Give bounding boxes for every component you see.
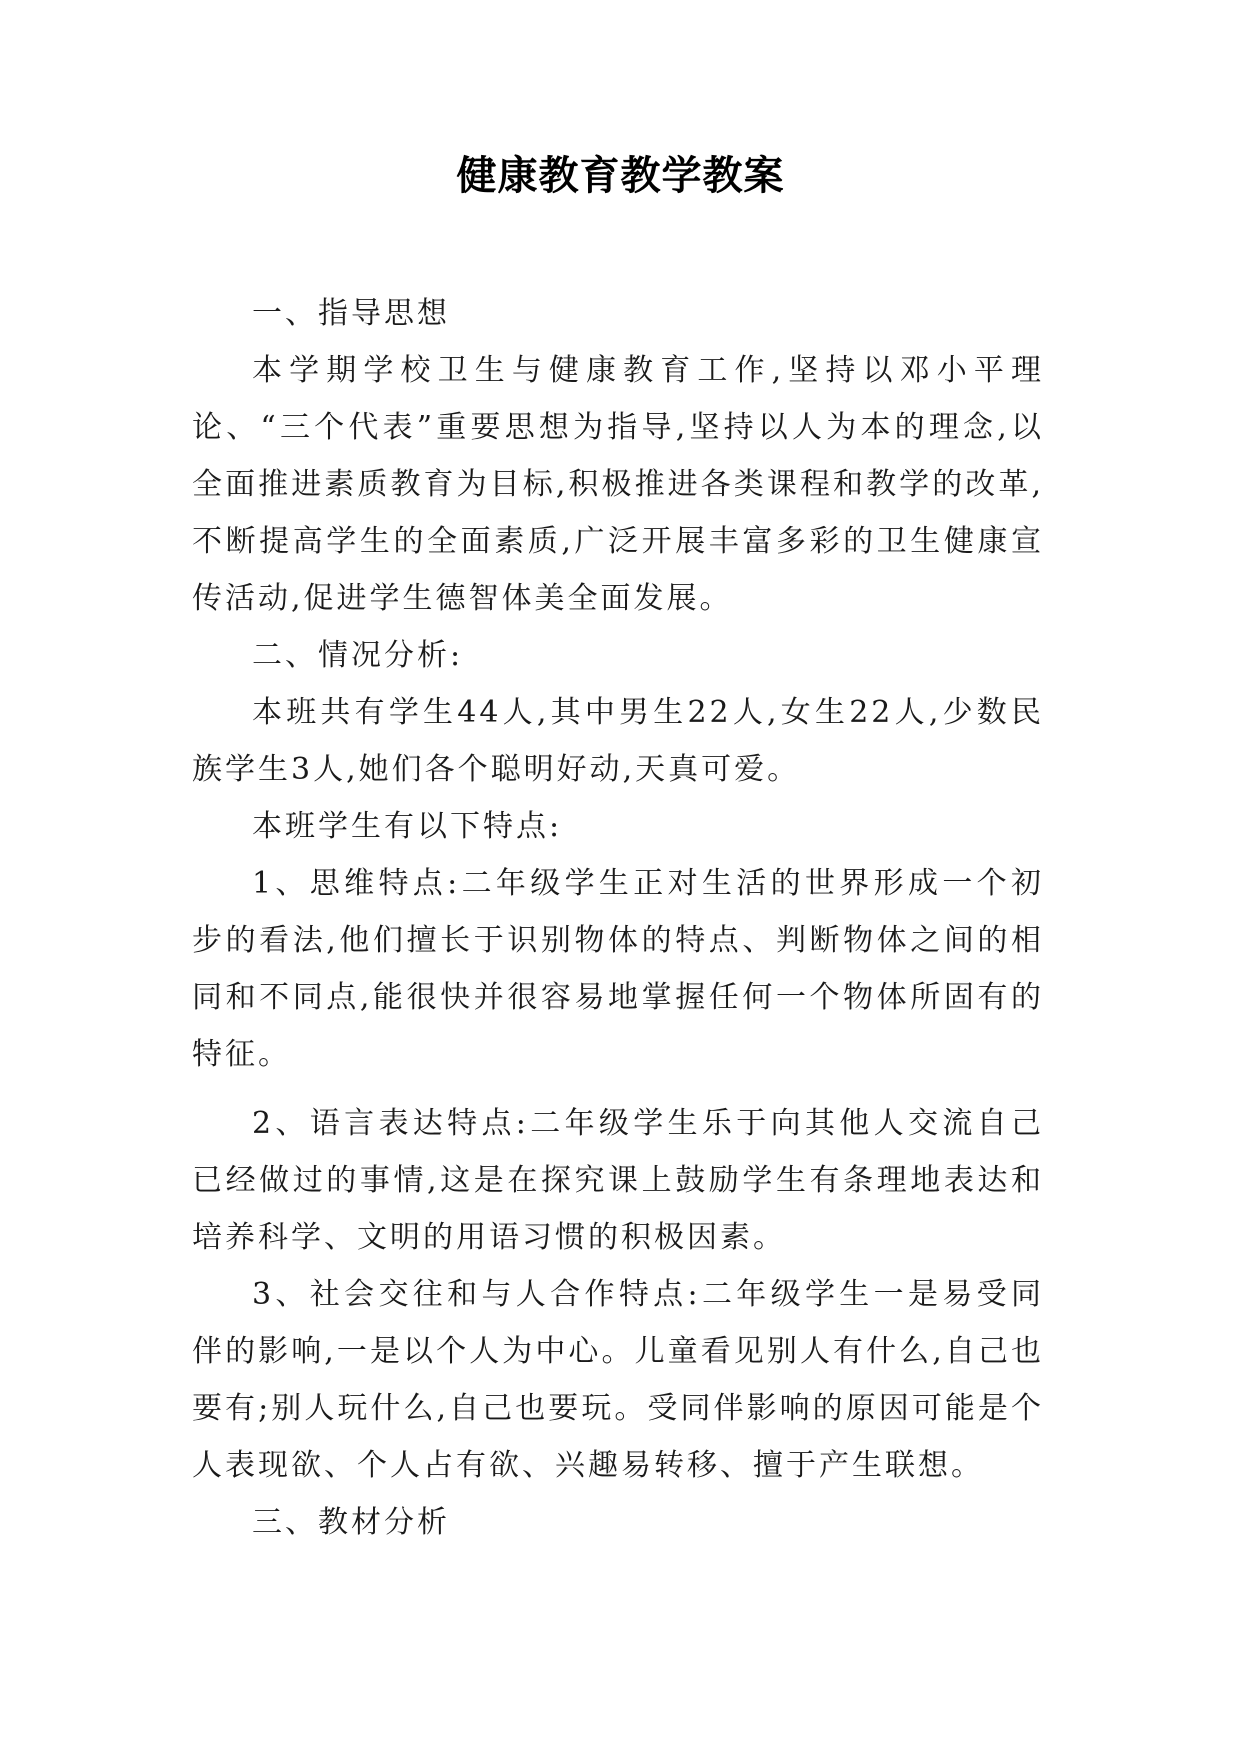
section-heading-guiding-ideology: 一、指导思想 <box>252 296 450 331</box>
paragraph-language-traits: 2、语言表达特点:二年级学生乐于向其他人交流自己已经做过的事情,这是在探究课上鼓励学生有条理地表达和培养科学、文明的用语习惯的积极因素。 <box>192 1106 1044 1255</box>
paragraph-class-overview: 本班共有学生44人,其中男生22人,女生22人,少数民族学生3人,她们各个聪明好动,天真可爱。 <box>192 695 1044 787</box>
document-title: 健康教育教学教案 <box>456 152 785 199</box>
paragraph-guiding-ideology: 本学期学校卫生与健康教育工作,坚持以邓小平理论、“三个代表”重要思想为指导,坚持以人为本的理念,以全面推进素质教育为目标,积极推进各类课程和教学的改革,不断提高学生的全面素质,广泛开展丰富多彩的卫生健康宣传活动,促进学生德智体美全面发展。 <box>192 353 1044 616</box>
paragraph-thinking-traits: 1、思维特点:二年级学生正对生活的世界形成一个初步的看法,他们擅长于识别物体的特点、判断物体之间的相同和不同点,能很快并很容易地掌握任何一个物体所固有的特征。 <box>192 866 1044 1072</box>
paragraph-student-traits-intro: 本班学生有以下特点: <box>252 809 563 844</box>
section-heading-textbook-analysis: 三、教材分析 <box>252 1505 450 1540</box>
paragraph-social-traits: 3、社会交往和与人合作特点:二年级学生一是易受同伴的影响,一是以个人为中心。儿童看见别人有什么,自己也要有;别人玩什么,自己也要玩。受同伴影响的原因可能是个人表现欲、个人占有欲、兴趣易转移、擅于产生联想。 <box>192 1277 1044 1483</box>
section-heading-situation-analysis: 二、情况分析: <box>252 638 464 673</box>
document-body <box>192 285 1044 1551</box>
